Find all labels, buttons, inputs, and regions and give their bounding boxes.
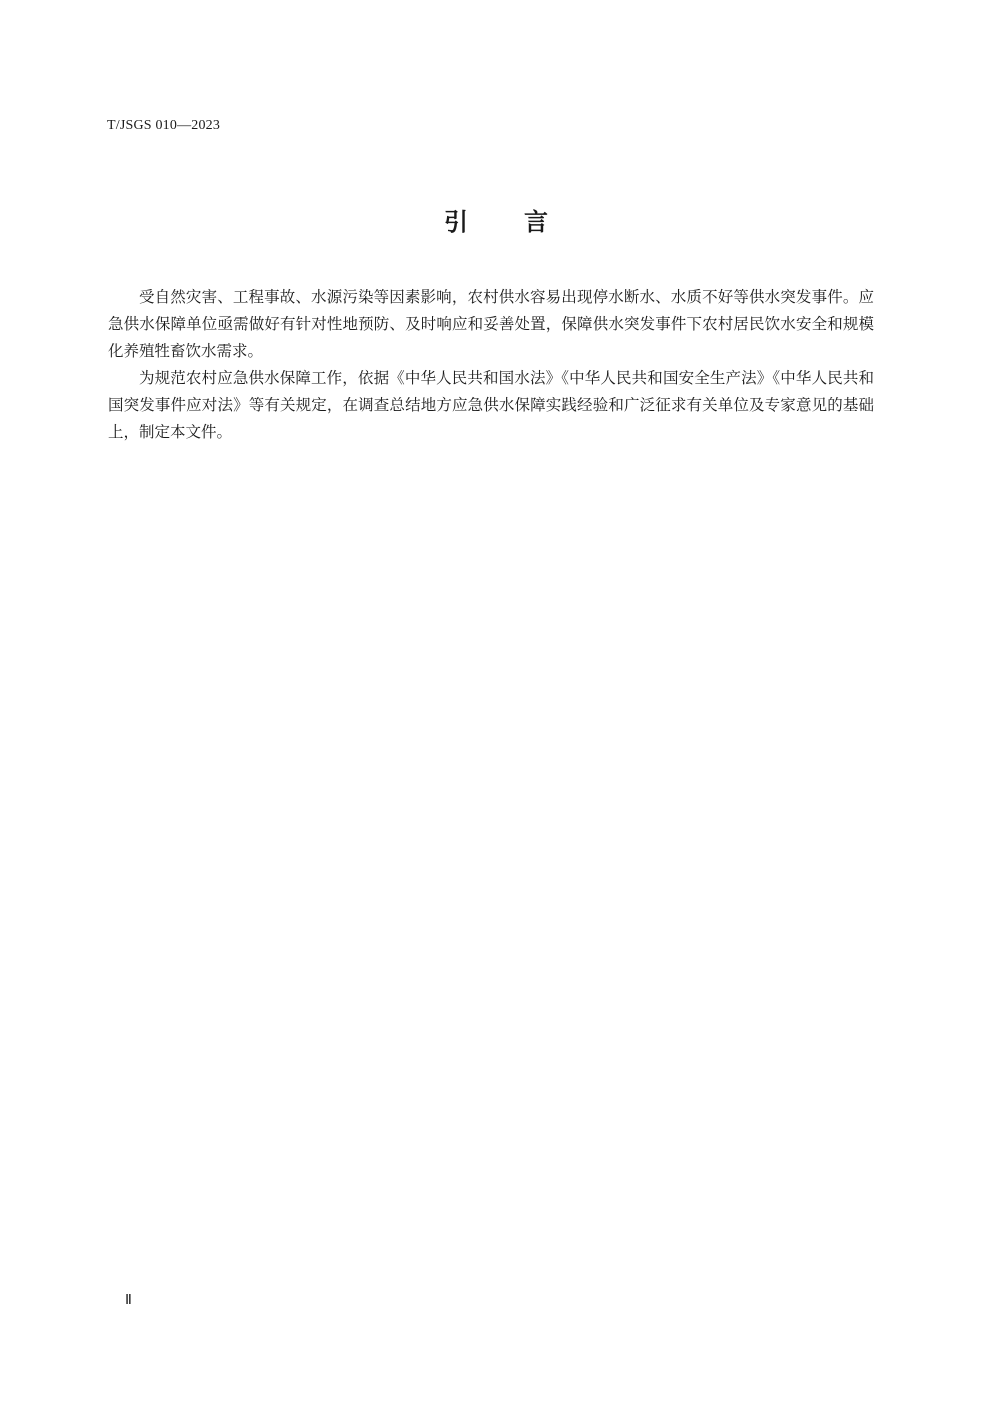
body-text — [108, 284, 874, 446]
paragraph-1: 受自然灾害、工程事故、水源污染等因素影响，农村供水容易出现停水断水、水质不好等供水突发事件。应急供水保障单位亟需做好有针对性地预防、及时响应和妥善处置，保障供水突发事件下农村居民饮水安全和规模化养殖牲畜饮水需求。 — [108, 288, 874, 360]
page-title: 引言 — [444, 208, 604, 236]
standard-code: T/JSGS 010—2023 — [107, 118, 221, 133]
page-number: Ⅱ — [125, 1293, 132, 1308]
paragraph-2: 为规范农村应急供水保障工作，依据《中华人民共和国水法》《中华人民共和国安全生产法》《中华人民共和国突发事件应对法》等有关规定，在调查总结地方应急供水保障实践经验和广泛征求有关单位及专家意见的基础上，制定本文件。 — [108, 369, 874, 441]
